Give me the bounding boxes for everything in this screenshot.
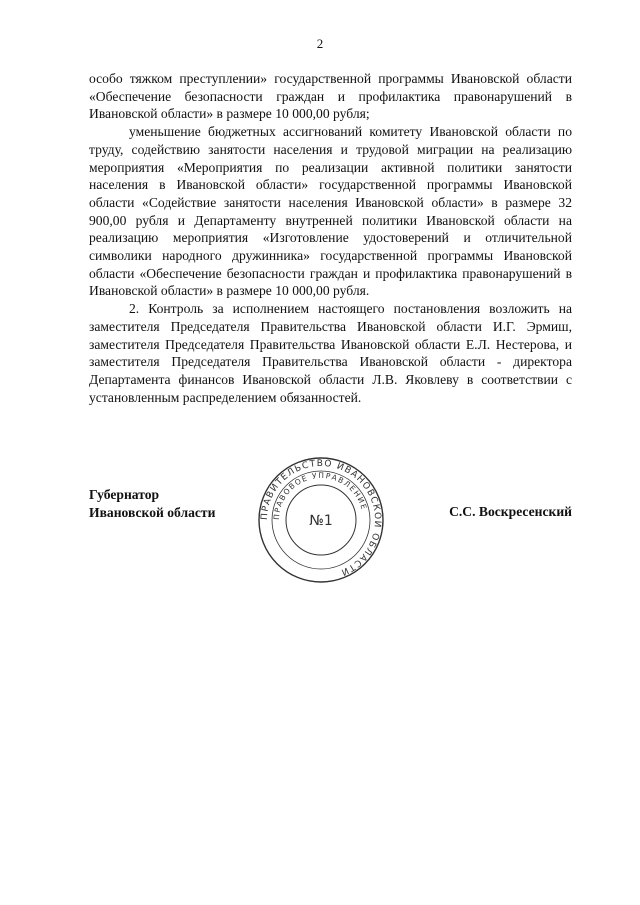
signer-name: С.С. Воскресенский [449, 504, 572, 519]
document-body [89, 70, 572, 406]
signer-title-line1: Губернатор [89, 487, 160, 502]
official-seal [256, 455, 386, 585]
seal-outer-text: ПРАВИТЕЛЬСТВО ИВАНОВСКОЙ ОБЛАСТИ [259, 458, 383, 578]
paragraph-budget-reduction: уменьшение бюджетных ассигнований комитету Ивановской области по труду, содействию занятости населения и трудовой миграции на реализацию мероприятия «Мероприятия по реализации активной политики занятости населения в Ивановской области» государственной программы Ивановской области «Содействие занятости населения Ивановской области» в размере 32 900,00 рубля и Департаменту внутренней политики Ивановской области на реализацию мероприятия «Изготовление удостоверений и отличительной символики народного дружинника» государственной программы Ивановской области «Обеспечение безопасности граждан и профилактика правонарушений в Ивановской области» в размере 10 000,00 рубля. [89, 124, 572, 299]
seal-inner-text: ПРАВОВОЕ УПРАВЛЕНИЕ [271, 470, 369, 521]
signer-title-line2: Ивановской области [89, 504, 216, 520]
paragraph-continuation: особо тяжком преступлении» государственной программы Ивановской области «Обеспечение безопасности граждан и профилактика правонарушений в Ивановской области» в размере 10 000,00 рубля; [89, 71, 572, 122]
signer-title [89, 486, 215, 521]
seal-center-number: №1 [309, 513, 333, 529]
paragraph-control-clause: 2. Контроль за исполнением настоящего постановления возложить на заместителя Председателя Правительства Ивановской области И.Г. Эрмиш, заместителя Председателя Правительства Ивановской области Е.Л. Нестерова, и заместителя Председателя Правительства Ивановской области - директора Департамента финансов Ивановской области Л.В. Яковлеву в соответствии с установленным распределением обязанностей. [89, 301, 572, 405]
page-number: 2 [316, 36, 324, 51]
